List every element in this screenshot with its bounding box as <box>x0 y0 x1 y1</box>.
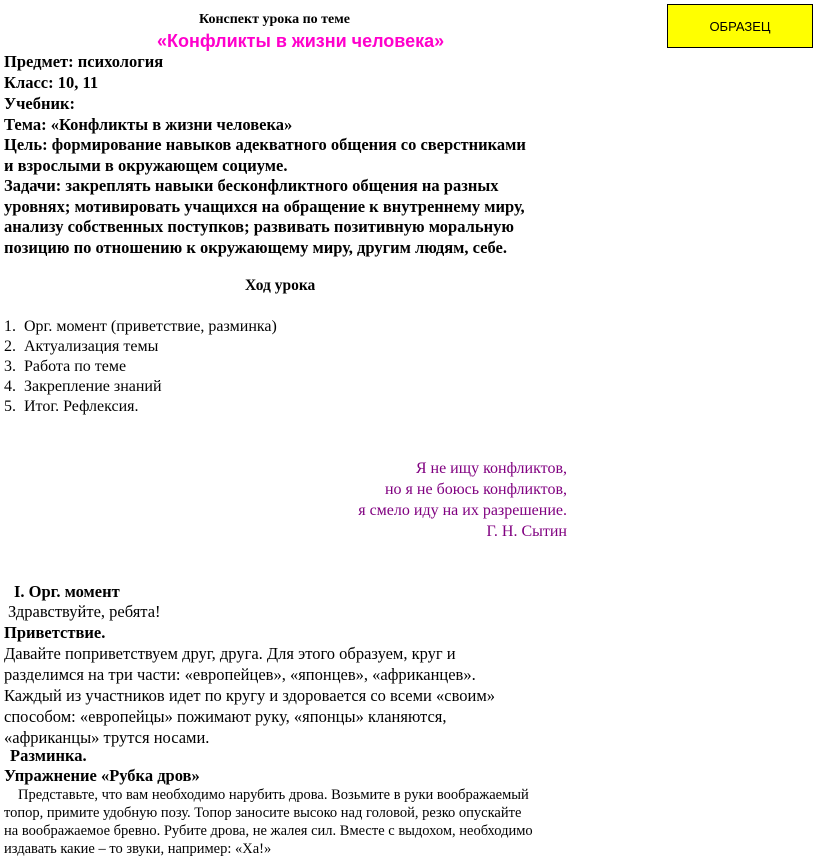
greeting-line: Здравствуйте, ребята! <box>8 602 161 621</box>
lesson-subject-line: Конспект урока по теме <box>199 12 351 27</box>
quote-author: Г. Н. Сытин <box>486 523 567 540</box>
warmup-heading: Разминка. <box>10 746 87 765</box>
exercise-heading: Упражнение «Рубка дров» <box>4 766 200 785</box>
plan-item: 1. Орг. момент (приветствие, разминка) <box>4 318 277 335</box>
quote-line: я смело иду на их разрешение. <box>358 502 567 519</box>
textbook-line: Учебник: <box>4 94 76 113</box>
tasks-line: Задачи: закреплять навыки бесконфликтного общения на разных <box>4 176 499 195</box>
plan-item: 2. Актуализация темы <box>4 338 159 355</box>
plan-item: 4. Закрепление знаний <box>4 378 162 395</box>
plan-item: 3. Работа по теме <box>4 358 127 375</box>
paragraph-line: разделимся на три части: «европейцев», «японцев», «африканцев». <box>4 665 476 684</box>
paragraph-line: Каждый из участников идет по кругу и здоровается со всеми «своим» <box>4 686 496 705</box>
plan-item: 5. Итог. Рефлексия. <box>4 398 139 415</box>
plan-list <box>4 317 277 417</box>
goal-line: и взрослыми в окружающем социуме. <box>4 156 288 175</box>
exercise-line: на воображаемое бревно. Рубите дрова, не жалея сил. Вместе с выдохом, необходимо <box>4 823 533 839</box>
goal-line: Цель: формирование навыков адекватного общения со сверстниками <box>4 135 526 154</box>
lesson-title: «Конфликты в жизни человека» <box>157 31 445 51</box>
exercise-line: издавать какие – то звуки, например: «Ха!» <box>4 841 272 857</box>
exercise-line: топор, примите удобную позу. Топор заносите высоко над головой, резко опускайте <box>4 805 522 821</box>
subject-line: Предмет: психология <box>4 52 164 71</box>
greeting-subheading: Приветствие. <box>4 623 106 642</box>
paragraph-line: Давайте поприветствуем друг, друга. Для этого образуем, круг и <box>4 644 456 663</box>
quote-line: Я не ищу конфликтов, <box>415 460 567 477</box>
quote-line: но я не боюсь конфликтов, <box>384 481 567 498</box>
grade-line: Класс: 10, 11 <box>4 73 99 92</box>
paragraph-line: способом: «европейцы» пожимают руку, «японцы» кланяются, <box>4 707 447 726</box>
section-heading: I. Орг. момент <box>14 582 120 601</box>
paragraph-line: «африканцы» трутся носами. <box>4 728 210 747</box>
topic-line: Тема: «Конфликты в жизни человека» <box>4 115 293 134</box>
epigraph-quote <box>358 458 567 542</box>
sample-stamp: ОБРАЗЕЦ <box>667 4 813 48</box>
tasks-line: уровнях; мотивировать учащихся на обращение к внутреннему миру, <box>4 197 525 216</box>
plan-heading: Ход урока <box>245 277 316 294</box>
tasks-line: позицию по отношению к окружающему миру, другим людям, себе. <box>4 238 507 257</box>
exercise-line: Представьте, что вам необходимо нарубить дрова. Возьмите в руки воображаемый <box>18 787 529 803</box>
tasks-line: анализу собственных поступков; развивать позитивную моральную <box>4 217 514 236</box>
